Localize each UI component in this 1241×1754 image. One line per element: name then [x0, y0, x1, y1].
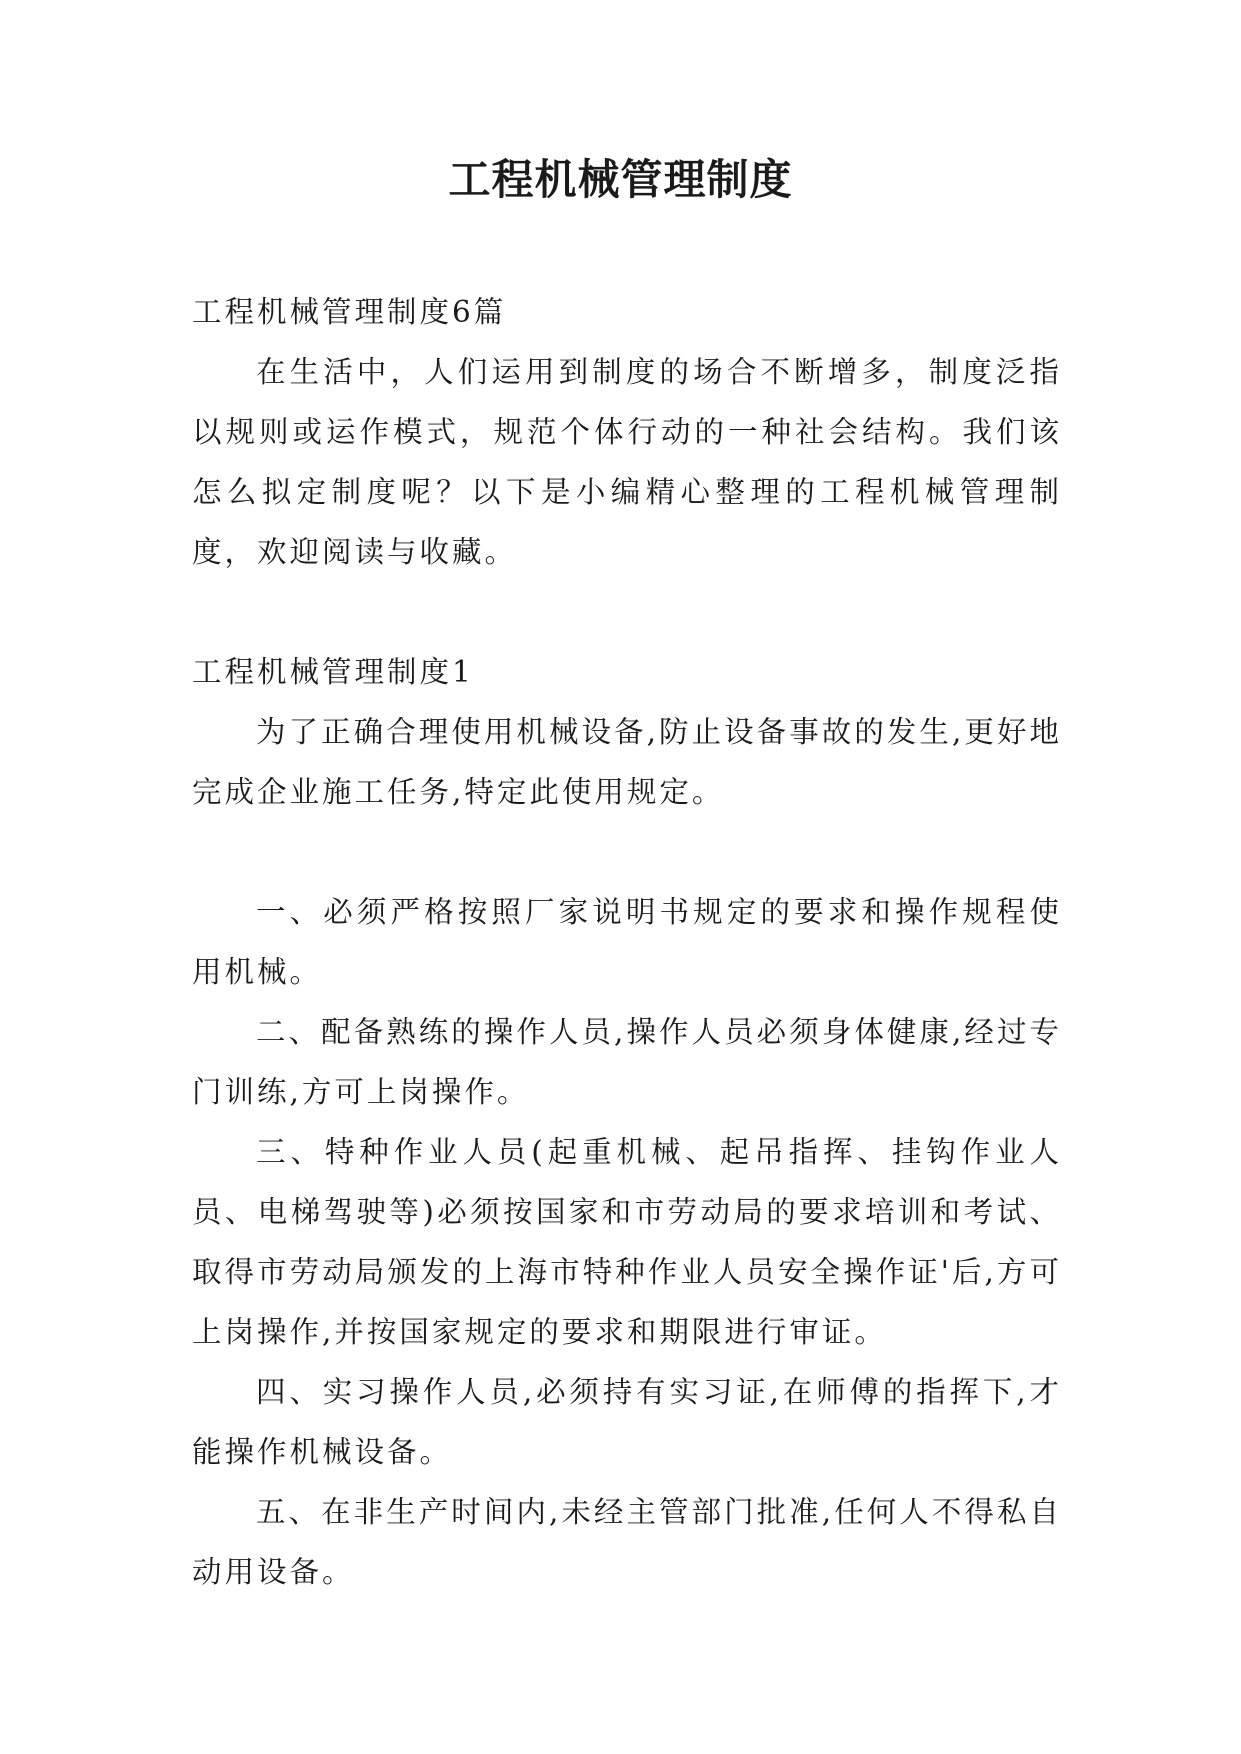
rule-item-1: 一、必须严格按照厂家说明书规定的要求和操作规程使用机械。: [192, 895, 1062, 989]
rule-item-4: 四、实习操作人员,必须持有实习证,在师傅的指挥下,才能操作机械设备。: [192, 1375, 1062, 1469]
section-heading: 工程机械管理制度1: [192, 655, 474, 689]
rule-item-3: 三、特种作业人员(起重机械、起吊指挥、挂钩作业人员、电梯驾驶等)必须按国家和市劳动局的要求培训和考试、取得市劳动局颁发的上海市特种作业人员安全操作证'后,方可上岗操作,并按国家规定的要求和期限进行审证。: [192, 1135, 1062, 1349]
document-subtitle: 工程机械管理制度6篇: [192, 295, 507, 329]
document-body: [192, 282, 1062, 1602]
intro-paragraph: 在生活中，人们运用到制度的场合不断增多，制度泛指以规则或运作模式，规范个体行动的一种社会结构。我们该怎么拟定制度呢？以下是小编精心整理的工程机械管理制度，欢迎阅读与收藏。: [192, 355, 1062, 569]
rule-item-5: 五、在非生产时间内,未经主管部门批准,任何人不得私自动用设备。: [192, 1495, 1062, 1589]
document-title: 工程机械管理制度: [448, 155, 793, 204]
rule-item-2: 二、配备熟练的操作人员,操作人员必须身体健康,经过专门训练,方可上岗操作。: [192, 1015, 1062, 1109]
section-intro-paragraph: 为了正确合理使用机械设备,防止设备事故的发生,更好地完成企业施工任务,特定此使用规定。: [192, 715, 1062, 809]
